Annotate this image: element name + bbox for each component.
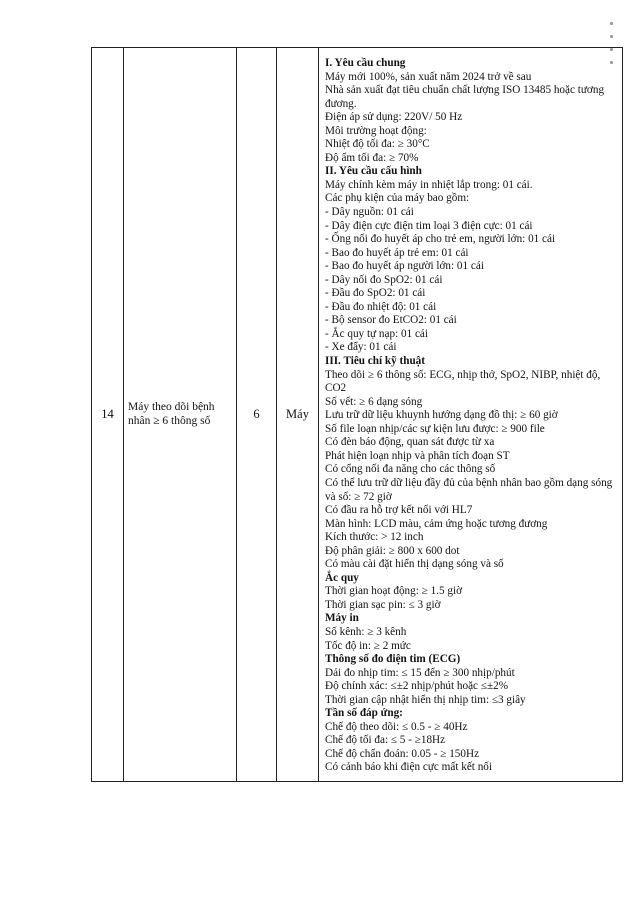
spec-line: Thời gian cập nhật hiển thị nhịp tim: ≤3 giây	[325, 693, 526, 706]
spec-section-heading: Máy in	[325, 612, 359, 625]
unit-cell: Máy	[277, 48, 319, 782]
table-row	[92, 48, 623, 782]
spec-line: Chế độ theo dõi: ≤ 0.5 - ≥ 40Hz	[325, 720, 468, 733]
margin-mark	[610, 22, 613, 25]
specification-table	[91, 47, 623, 782]
spec-line: Tốc độ in: ≥ 2 mức	[325, 639, 411, 652]
spec-section-heading: Tần số đáp ứng:	[325, 707, 403, 720]
spec-line: - Bao đo huyết áp người lớn: 01 cái	[325, 260, 484, 273]
spec-line: Nhiệt độ tối đa: ≥ 30°C	[325, 138, 430, 151]
spec-line: Các phụ kiện của máy bao gồm:	[325, 192, 470, 205]
spec-line: Máy chính kèm máy in nhiệt lắp trong: 01 cái.	[325, 178, 533, 191]
spec-line: Có cảnh báo khi điện cực mất kết nối	[325, 761, 492, 774]
spec-line: Thời gian sạc pin: ≤ 3 giờ	[325, 598, 441, 611]
spec-line: Môi trường hoạt động:	[325, 124, 427, 137]
spec-line: Số file loạn nhịp/các sự kiện lưu được: ≥ 900 file	[325, 422, 545, 435]
spec-line: Thời gian hoạt động: ≥ 1.5 giờ	[325, 585, 462, 598]
margin-mark	[610, 35, 613, 38]
spec-line: - Xe đẩy: 01 cái	[325, 341, 397, 354]
spec-line: - Bộ sensor đo EtCO2: 01 cái	[325, 314, 457, 327]
spec-section-heading: Thông số đo điện tim (ECG)	[325, 653, 461, 666]
spec-line: Số kênh: ≥ 3 kênh	[325, 625, 407, 638]
spec-line: - Dây nguồn: 01 cái	[325, 206, 414, 219]
spec-line: Có thể lưu trữ dữ liệu đầy đủ của bệnh nhân bao gồm dạng sóng và số: ≥ 72 giờ	[325, 476, 613, 503]
quantity-cell: 6	[237, 48, 277, 782]
spec-line: Chế độ chẩn đoán: 0.05 - ≥ 150Hz	[325, 747, 480, 760]
spec-line: Phát hiện loạn nhịp và phân tích đoạn ST	[325, 449, 510, 462]
spec-line: - Ống nối đo huyết áp cho trẻ em, người lớn: 01 cái	[325, 233, 556, 246]
spec-line: Lưu trữ dữ liệu khuynh hướng dạng đồ thị: ≥ 60 giờ	[325, 409, 558, 422]
row-number-cell: 14	[92, 48, 124, 782]
spec-section-heading: II. Yêu cầu cấu hình	[325, 165, 422, 178]
spec-line: Có màu cài đặt hiển thị dạng sóng và số	[325, 558, 504, 571]
spec-line: Màn hình: LCD màu, cảm ứng hoặc tương đương	[325, 517, 548, 530]
spec-line: - Đầu đo nhiệt độ: 01 cái	[325, 300, 437, 313]
specification-cell	[319, 48, 623, 782]
spec-line: Kích thước: > 12 inch	[325, 531, 424, 544]
spec-line: - Bao đo huyết áp trẻ em: 01 cái	[325, 246, 469, 259]
spec-line: - Đầu đo SpO2: 01 cái	[325, 287, 426, 300]
spec-section-heading: I. Yêu cầu chung	[325, 57, 406, 69]
spec-line: - Dây nối đo SpO2: 01 cái	[325, 273, 443, 286]
spec-line: Máy mới 100%, sản xuất năm 2024 trở về sau	[325, 70, 532, 83]
spec-line: Có đèn báo động, quan sát được từ xa	[325, 436, 495, 449]
spec-line: Độ ẩm tối đa: ≥ 70%	[325, 151, 419, 164]
spec-line: Độ phân giải: ≥ 800 x 600 dot	[325, 544, 460, 557]
spec-line: Theo dõi ≥ 6 thông số: ECG, nhịp thở, SpO2, NIBP, nhiệt độ, CO2	[325, 368, 601, 395]
spec-line: Chế độ tối đa: ≤ 5 - ≥18Hz	[325, 734, 446, 747]
spec-line: - Ắc quy tự nạp: 01 cái	[325, 327, 428, 340]
spec-line: Độ chính xác: ≤±2 nhịp/phút hoặc ≤±2%	[325, 680, 509, 693]
spec-line: Nhà sản xuất đạt tiêu chuẩn chất lượng ISO 13485 hoặc tương đương.	[325, 84, 605, 110]
spec-line: - Dây điện cực điện tim loại 3 điện cực: 01 cái	[325, 219, 533, 232]
spec-line: Có đầu ra hỗ trợ kết nối với HL7	[325, 504, 473, 517]
spec-section-heading: III. Tiêu chí kỹ thuật	[325, 355, 425, 368]
spec-line: Có cổng nối đa năng cho các thông số	[325, 463, 496, 476]
spec-section-heading: Ắc quy	[325, 571, 359, 584]
spec-line: Số vết: ≥ 6 dạng sóng	[325, 395, 423, 408]
spec-line: Điện áp sử dụng: 220V/ 50 Hz	[325, 111, 463, 124]
item-name-cell: Máy theo dõi bệnh nhân ≥ 6 thông số	[124, 48, 237, 782]
spec-line: Dải đo nhịp tim: ≤ 15 đến ≥ 300 nhịp/phút	[325, 666, 515, 679]
